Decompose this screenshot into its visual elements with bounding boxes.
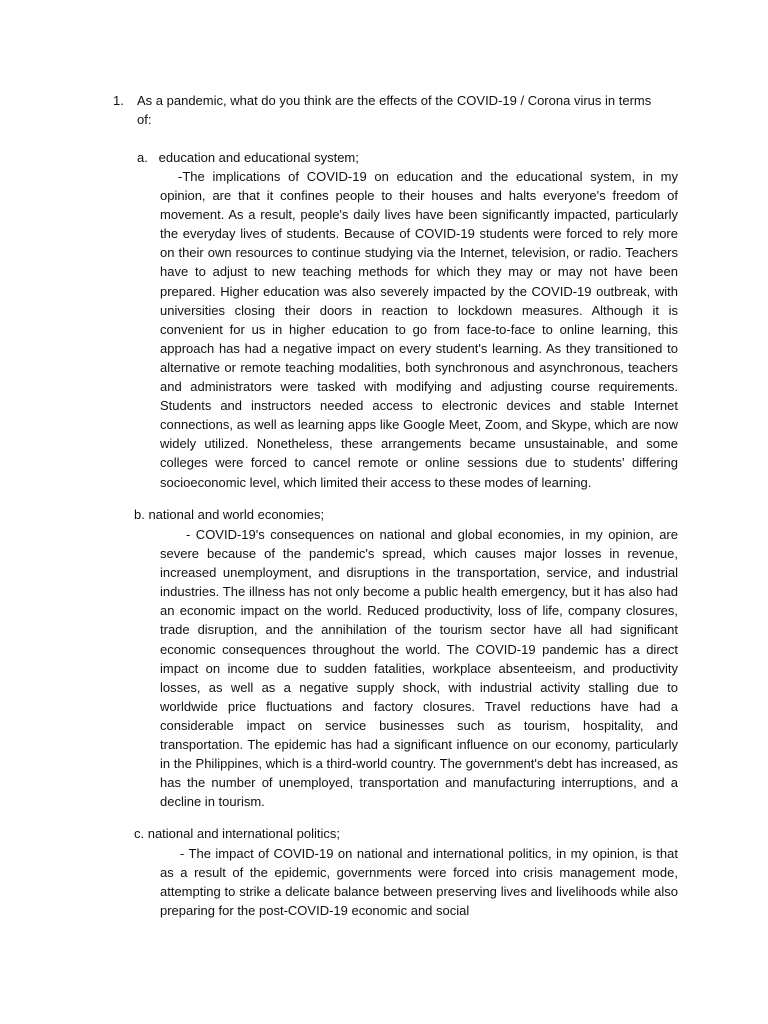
section-c-body: - The impact of COVID-19 on national and international politics, in my opinion, is that as a result of the epidemic, governments were forced into crisis management mode, attempting to strike a delicate balance between preserving lives and livelihoods while also preparing for the post-COVID-19 economic and social bbox=[160, 846, 678, 919]
section-a-label: a. education and educational system; bbox=[137, 150, 359, 165]
question-number: 1. bbox=[113, 93, 124, 108]
section-b-body: - COVID-19's consequences on national and global economies, in my opinion, are severe because of the pandemic's spread, which causes major losses in revenue, increased unemployment, and disruptions in the transportation, service, and industrial industries. The illness has not only become a public health emergency, but it has also had an economic impact on the world. Reduced productivity, loss of life, company closures, trade disruption, and the annihilation of the tourism sector have all had significant economic consequences throughout the world. The COVID-19 pandemic has a direct impact on income due to sudden fatalities, workplace absenteeism, and productivity losses, as well as a negative supply shock, with industrial activity stalling due to worldwide price fluctuations and factory closures. Travel reductions have had a considerable impact on service businesses such as tourism, hospitality, and transportation. The epidemic has had a significant influence on our economy, particularly in the Philippines, which is a third-world country. The government's debt has increased, as has the number of unemployed, transportation and manufacturing interruptions, and a decline in tourism. bbox=[160, 527, 678, 810]
section-c-label: c. national and international politics; bbox=[134, 826, 340, 841]
section-b-label: b. national and world economies; bbox=[134, 507, 325, 522]
question-text: As a pandemic, what do you think are the effects of the COVID-19 / Corona virus in terms of: bbox=[137, 93, 652, 127]
section-a-body: -The implications of COVID-19 on education and the educational system, in my opinion, are that it confines people to their houses and halts everyone's freedom of movement. As a result, people's daily lives have been significantly impacted, particularly the everyday lives of students. Because of COVID-19 students were forced to rely more on their own resources to continue studying via the Internet, television, or radio. Teachers have to adjust to new teaching methods for which they may or may not have been prepared. Higher education was also severely impacted by the COVID-19 outbreak, with universities closing their doors in reaction to lockdown measures. Although it is convenient for us in higher education to go from face-to-face to online learning, this approach has had a negative impact on every student's learning. As they transitioned to alternative or remote teaching modalities, both synchronous and asynchronous, teachers and administrators were tasked with modifying and adjusting course requirements. Students and instructors needed access to electronic devices and stable Internet connections, as well as learning apps like Google Meet, Zoom, and Skype, which are now widely utilized. Nonetheless, these arrangements became unsustainable, and some colleges were forced to cancel remote or online sessions due to students' differing socioeconomic level, which limited their access to these modes of learning. bbox=[160, 169, 678, 490]
